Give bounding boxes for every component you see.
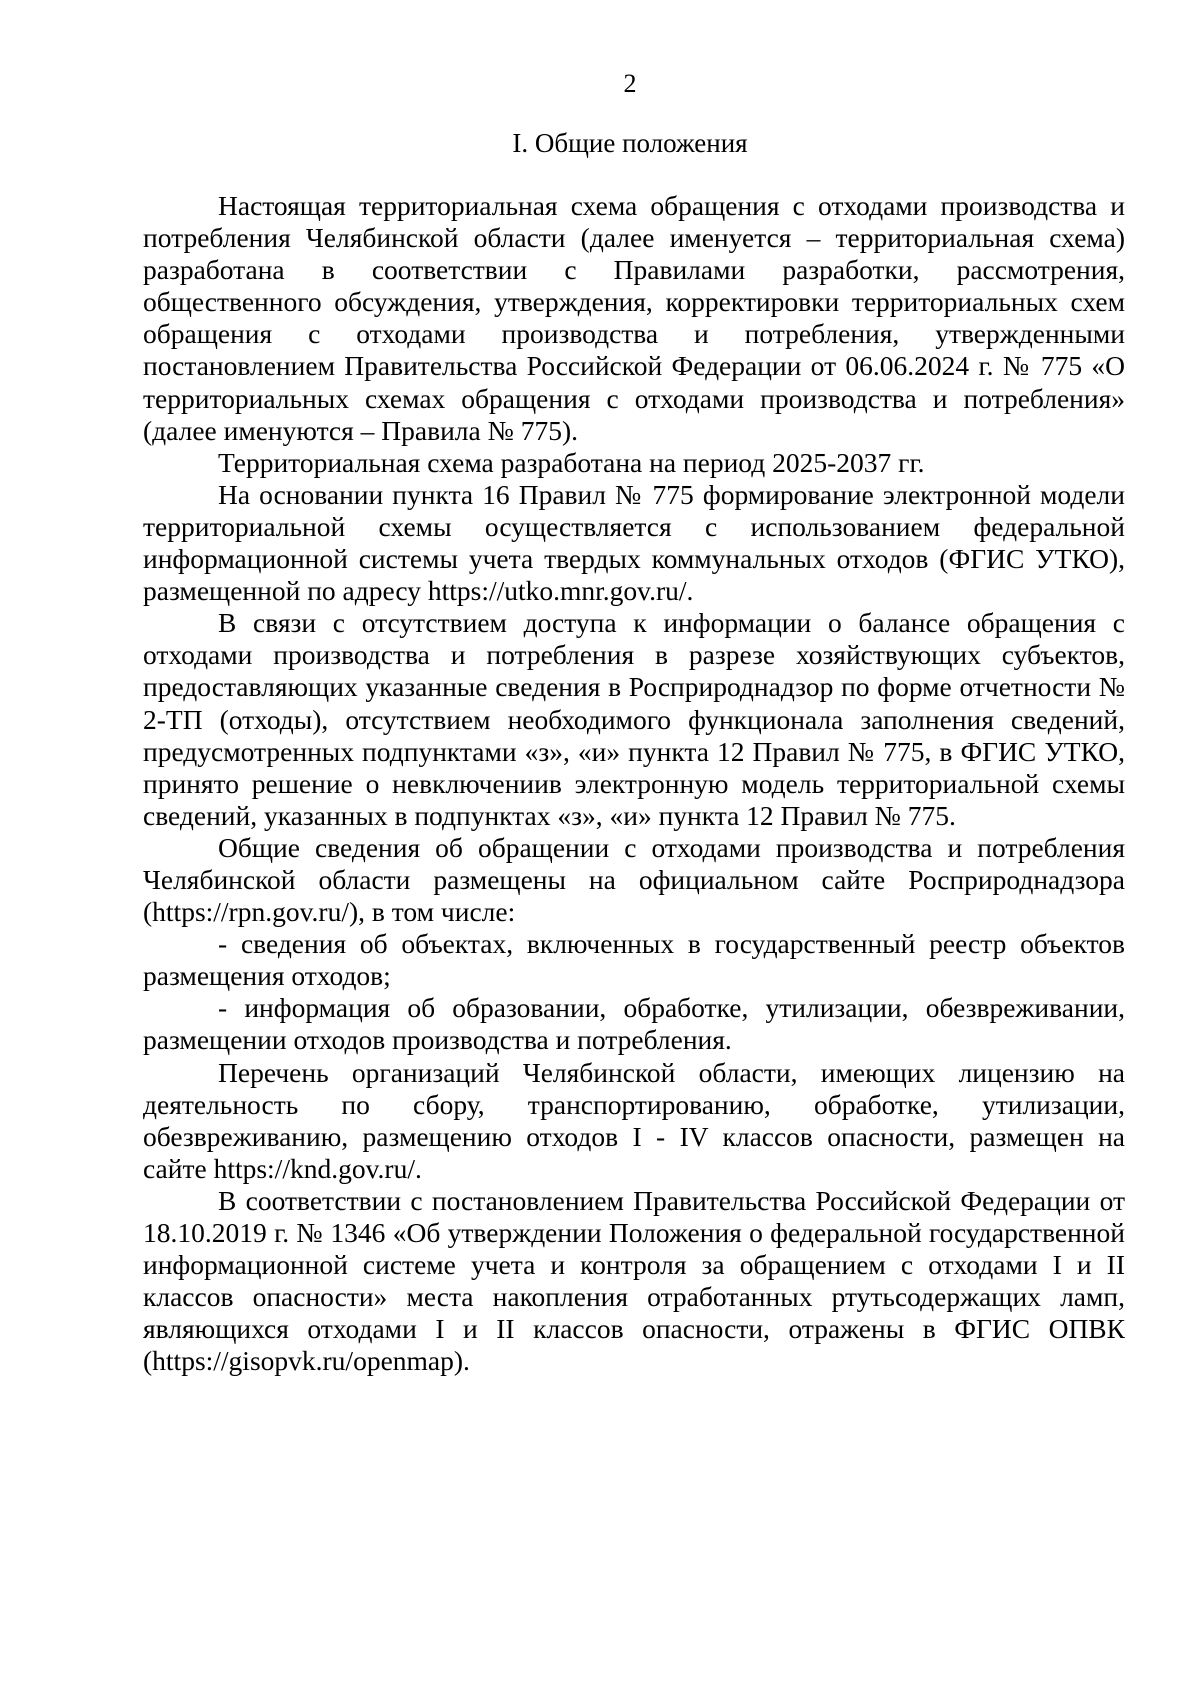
- paragraph-mercury-lamps: В соответствии с постановлением Правительства Российской Федерации от 18.10.2019 г. № 1346 «Об утверждении Положения о федеральной государственной информационной системе учета и контроля за обращением с отходами I и II классов опасности» места накопления отработанных ртутьсодержащих ламп, являющихся отходами I и II классов опасности, отражены в ФГИС ОПВК (https://gisopvk.ru/openmap).: [143, 1184, 1125, 1377]
- page-number: 2: [623, 69, 637, 98]
- paragraph-general-info: Общие сведения об обращении с отходами производства и потребления Челябинской области размещены на официальном сайте Росприроднадзора (https://rpn.gov.ru/), в том числе:: [143, 831, 1125, 928]
- document-body: [143, 190, 1125, 1377]
- paragraph-territorial-scheme-basis: Настоящая территориальная схема обращения с отходами производства и потребления Челябинской области (далее именуется – территориальная схема) разработана в соответствии с Правилами разработки, рассмотрения, общественного обсуждения, утверждения, корректировки территориальных схем обращения с отходами производства и потребления, утвержденными постановлением Правительства Российской Федерации от 06.06.2024 г. № 775 «О территориальных схемах обращения с отходами производства и потребления» (далее именуются – Правила № 775).: [143, 190, 1125, 446]
- list-item-registry: - сведения об объектах, включенных в государственный реестр объектов размещения отходов;: [143, 928, 1125, 992]
- section-title: I. Общие положения: [512, 128, 748, 158]
- paragraph-licensed-organizations: Перечень организаций Челябинской области, имеющих лицензию на деятельность по сбору, транспортированию, обработке, утилизации, обезвреживанию, размещению отходов I - IV классов опасности, размещен на сайте https://knd.gov.ru/.: [143, 1056, 1125, 1184]
- paragraph-period: Территориальная схема разработана на период 2025-2037 гг.: [218, 446, 925, 478]
- list-item-waste-info: - информация об образовании, обработке, утилизации, обезвреживании, размещении отходов производства и потребления.: [143, 992, 1125, 1056]
- paragraph-exclusion-decision: В связи с отсутствием доступа к информации о балансе обращения с отходами производства и потребления в разрезе хозяйствующих субъектов, предоставляющих указанные сведения в Росприроднадзор по форме отчетности № 2-ТП (отходы), отсутствием необходимого функционала заполнения сведений, предусмотренных подпунктами «з», «и» пункта 12 Правил № 775, в ФГИС УТКО, принято решение о невключениив электронную модель территориальной схемы сведений, указанных в подпунктах «з», «и» пункта 12 Правил № 775.: [143, 607, 1125, 831]
- paragraph-electronic-model: На основании пункта 16 Правил № 775 формирование электронной модели территориальной схемы осуществляется с использованием федеральной информационной системы учета твердых коммунальных отходов (ФГИС УТКО), размещенной по адресу https://utko.mnr.gov.ru/.: [143, 478, 1125, 607]
